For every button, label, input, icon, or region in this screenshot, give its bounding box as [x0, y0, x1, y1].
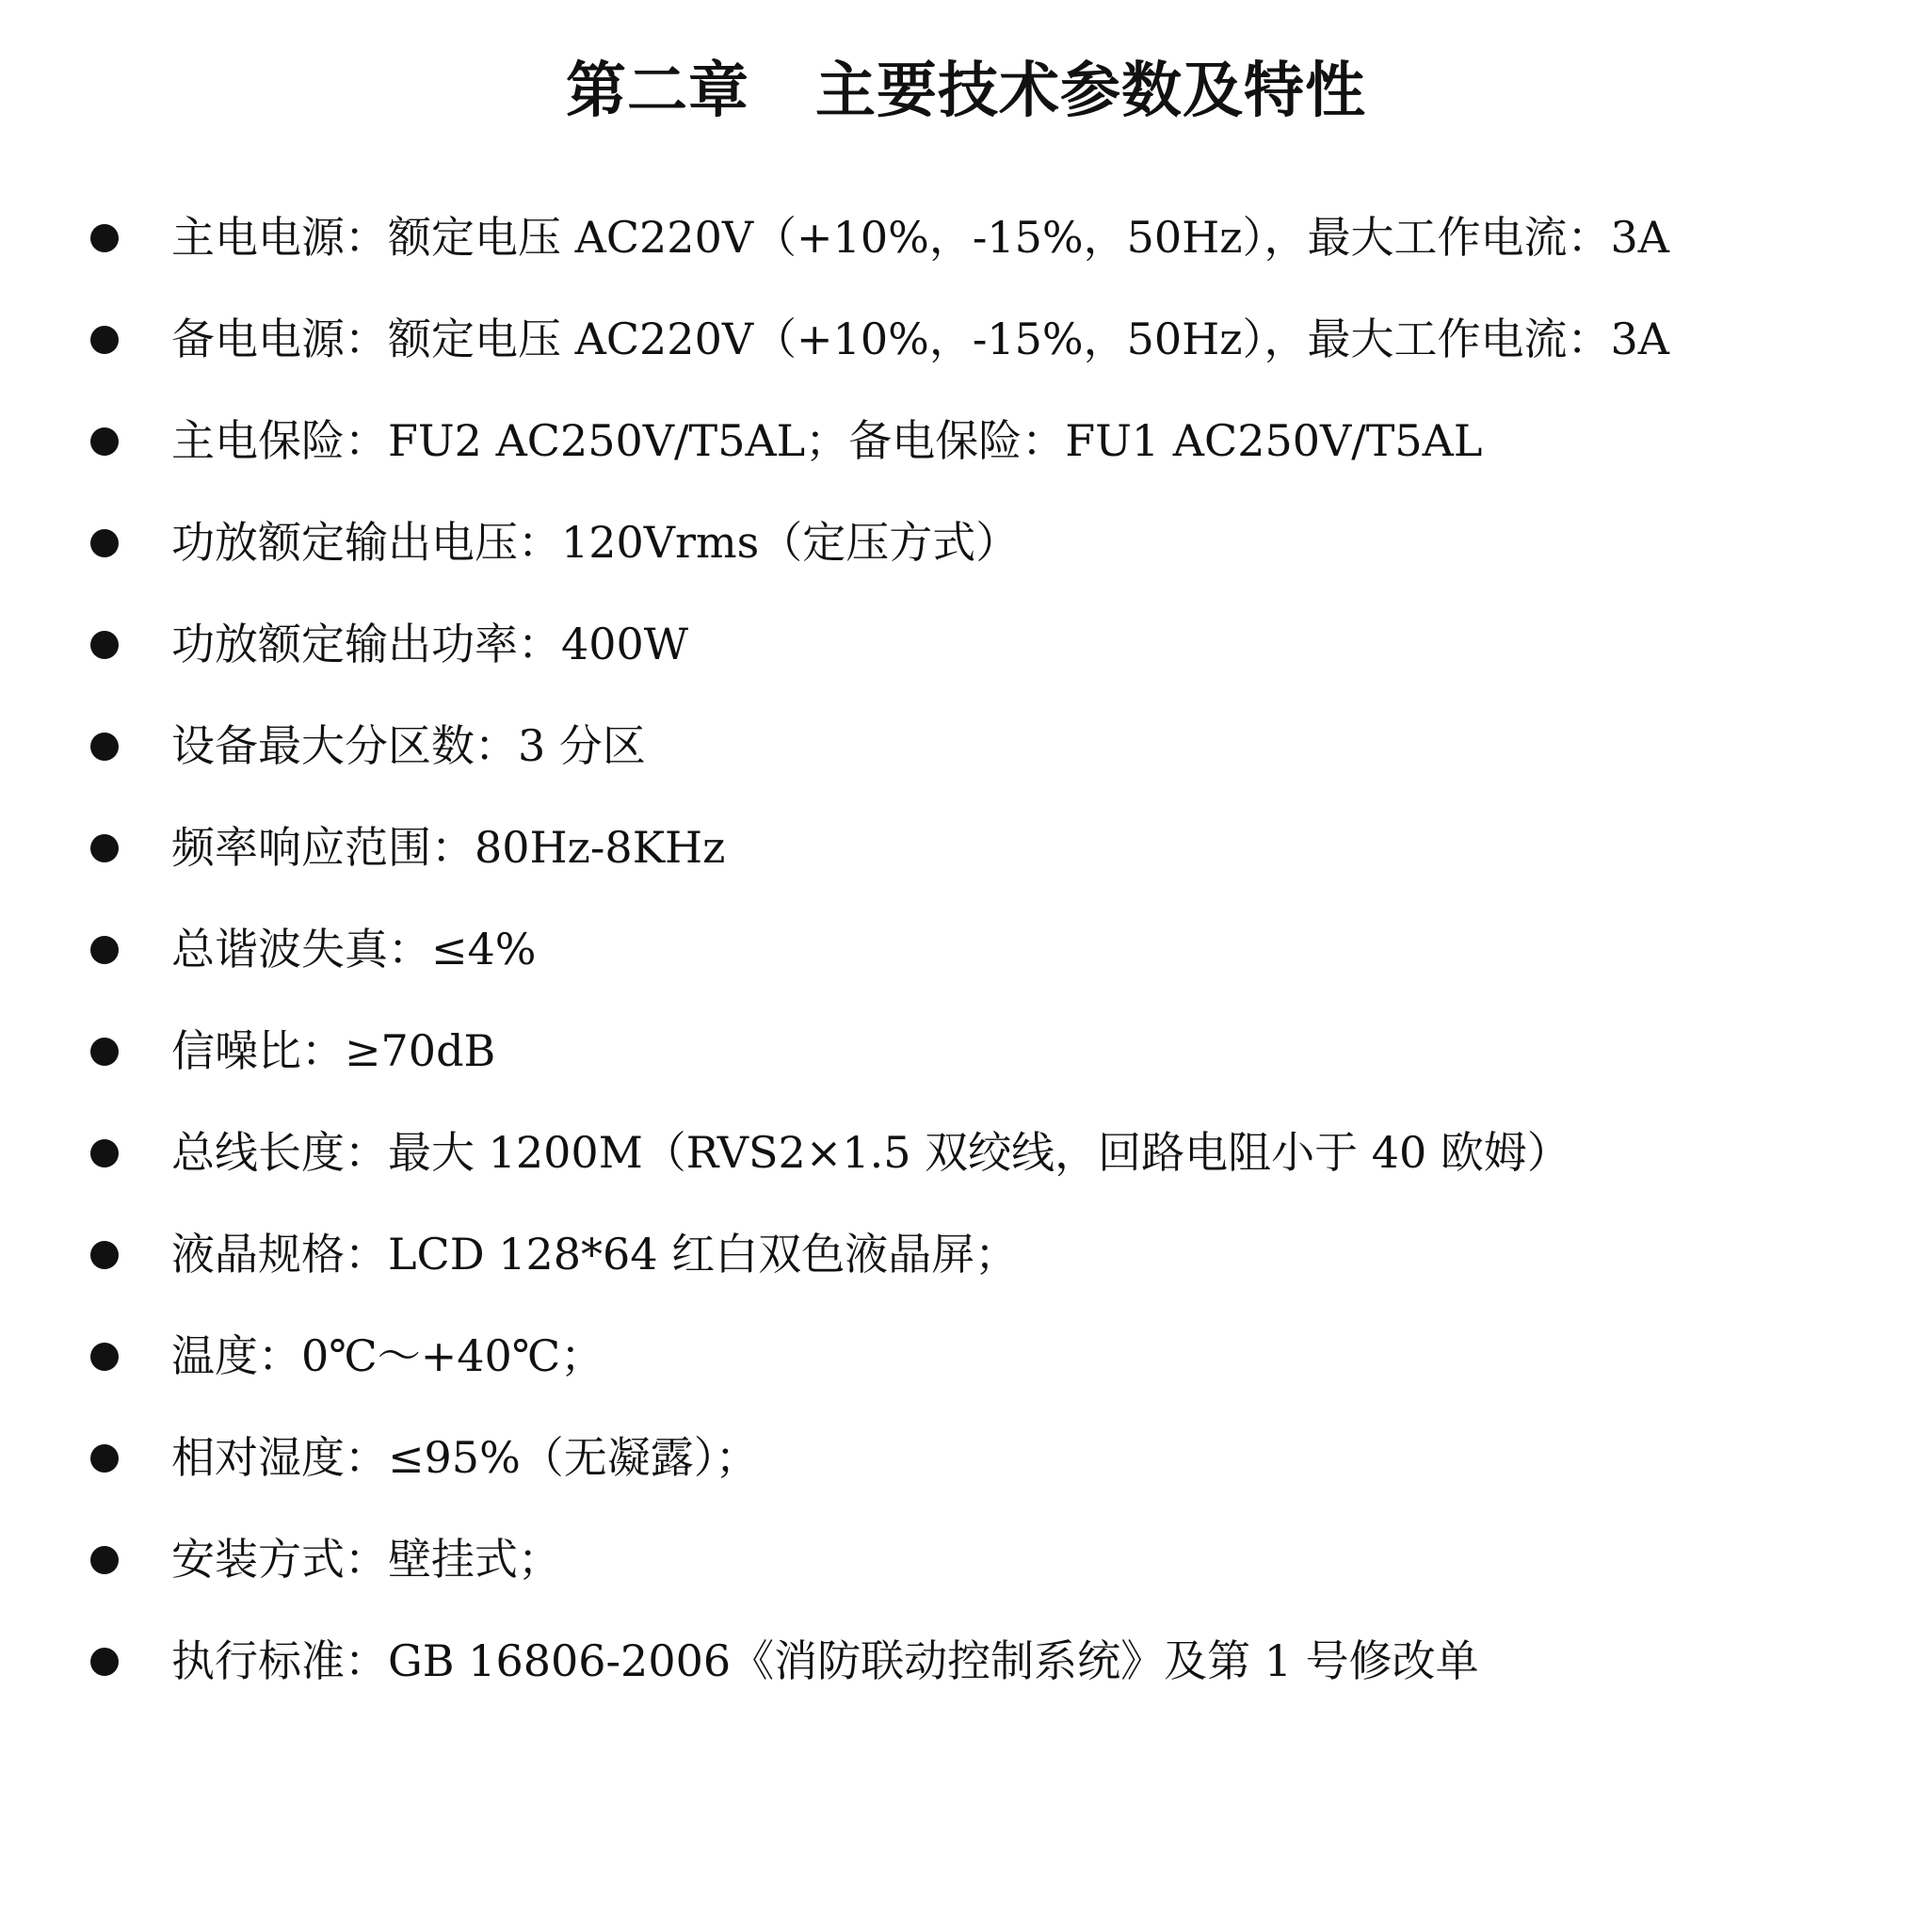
bullet-icon — [90, 326, 119, 354]
bullet-icon — [90, 1546, 119, 1574]
spec-item — [0, 606, 1932, 708]
spec-text: 备电电源：额定电压 AC220V（+10%，-15%，50Hz），最大工作电流：3A — [171, 314, 1669, 364]
spec-text: 主电电源：额定电压 AC220V（+10%，-15%，50Hz），最大工作电流：3A — [171, 212, 1669, 263]
bullet-icon — [90, 631, 119, 659]
spec-text: 相对湿度：≤95%（无凝露）； — [171, 1432, 759, 1483]
spec-list — [0, 200, 1932, 1725]
bullet-icon — [90, 427, 119, 456]
spec-text: 液晶规格：LCD 128*64 红白双色液晶屏； — [171, 1229, 1019, 1280]
spec-item — [0, 505, 1932, 606]
bullet-icon — [90, 1343, 119, 1371]
bullet-icon — [90, 1648, 119, 1676]
spec-text: 功放额定输出电压：120Vrms（定压方式） — [171, 517, 1020, 568]
spec-item — [0, 403, 1932, 505]
spec-item — [0, 708, 1932, 810]
bullet-icon — [90, 1241, 119, 1269]
spec-text: 安装方式：壁挂式； — [171, 1534, 561, 1585]
spec-item — [0, 1420, 1932, 1522]
spec-item — [0, 1522, 1932, 1623]
spec-item — [0, 1318, 1932, 1420]
spec-text: 总谐波失真：≤4% — [171, 924, 537, 974]
spec-text: 主电保险：FU2 AC250V/T5AL；备电保险：FU1 AC250V/T5AL — [171, 415, 1483, 466]
bullet-icon — [90, 1038, 119, 1066]
spec-text: 总线长度：最大 1200M（RVS2×1.5 双绞线，回路电阻小于 40 欧姆） — [171, 1127, 1570, 1178]
spec-text: 信噪比：≥70dB — [171, 1025, 496, 1076]
spec-item — [0, 810, 1932, 911]
spec-text: 温度：0℃～+40℃； — [171, 1330, 604, 1381]
spec-item — [0, 200, 1932, 301]
bullet-icon — [90, 733, 119, 761]
chapter-heading — [0, 49, 1932, 134]
bullet-icon — [90, 1139, 119, 1167]
chapter-title: 主要技术参数及特性 — [815, 56, 1366, 126]
spec-text: 执行标准：GB 16806-2006《消防联动控制系统》及第 1 号修改单 — [171, 1635, 1479, 1686]
spec-item — [0, 1115, 1932, 1216]
spec-item — [0, 1623, 1932, 1725]
bullet-icon — [90, 834, 119, 862]
spec-text: 频率响应范围：80Hz-8KHz — [171, 822, 726, 873]
spec-item — [0, 911, 1932, 1013]
bullet-icon — [90, 224, 119, 252]
spec-item — [0, 1216, 1932, 1318]
spec-item — [0, 301, 1932, 403]
bullet-icon — [90, 529, 119, 557]
spec-item — [0, 1013, 1932, 1115]
spec-text: 功放额定输出功率：400W — [171, 619, 689, 669]
bullet-icon — [90, 936, 119, 964]
chapter-number: 第二章 — [566, 56, 749, 126]
bullet-icon — [90, 1444, 119, 1473]
spec-text: 设备最大分区数：3 分区 — [171, 720, 646, 771]
